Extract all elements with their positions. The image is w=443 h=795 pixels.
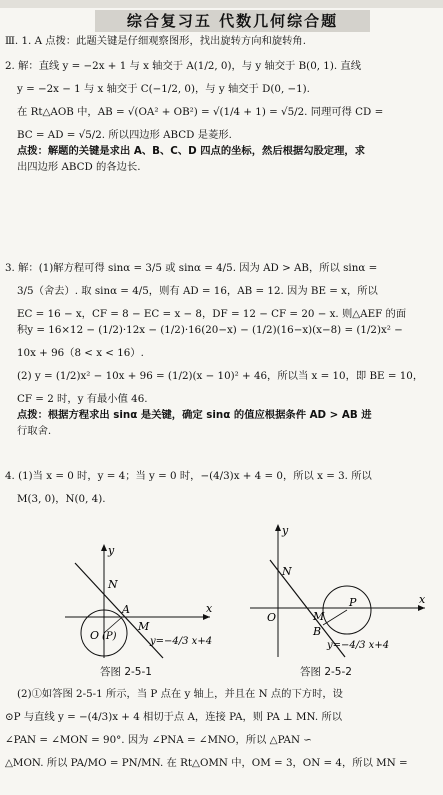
label-line: y=−4/3 x+4 [150,636,213,647]
p4-line3: (2)①如答图 2-5-1 所示，当 P 点在 y 轴上，并且在 N 点的下方时，设 [17,688,343,700]
p3-line1: 3. 解：(1)解方程可得 sinα = 3/5 或 sinα = 4/5. 因为 AD > AB，所以 sinα = [5,262,378,274]
p2-hint2: 出四边形 ABCD 的各边长. [17,161,141,173]
p4-line1: 4. (1)当 x = 0 时，y = 4；当 y = 0 时，−(4/3)x + 4 = 0，所以 x = 3. 所以 [5,470,372,482]
p2-line1: 2. 解：直线 y = −2x + 1 与 x 轴交于 A(1/2, 0)，与 y 轴交于 B(0, 1). 直线 [5,60,361,72]
label-a: A [122,603,130,616]
p4-line4: ⊙P 与直线 y = −(4/3)x + 4 相切于点 A，连接 PA，则 PA ⊥ MN. 所以 [5,711,343,723]
p2-line2: y = −2x − 1 与 x 轴交于 C(−1/2, 0)，与 y 轴交于 D(0, −1). [17,83,310,95]
p4-line5: ∠PAN = ∠MON = 90°. 因为 ∠PNA = ∠MNO，所以 △PAN ∽ [5,734,312,746]
label-n: N [282,565,292,578]
p3-line6: (2) y = (1/2)x² − 10x + 96 = (1/2)(x − 10)² + 46，所以当 x = 10，即 BE = 10， [17,370,424,382]
figure-2-5-2 [245,520,430,660]
p4-line2: M(3, 0)，N(0, 4). [17,493,106,505]
p3-line3: EC = 16 − x，CF = 8 − EC = x − 8，DF = 12 − CF = 20 − x. 则△AEF 的面 [17,308,407,320]
p3-hint1: 点拨：根据方程求出 sinα 是关键，确定 sinα 的值应根据条件 AD > AB 进 [17,409,372,421]
label-o: O [267,611,277,624]
y-arrow-icon [275,524,281,531]
problem-4 [5,470,438,516]
label-x: x [419,593,426,606]
p3-line5: 10x + 96（8 < x < 16）. [17,347,144,359]
label-m: M [313,610,325,623]
p2-line3: 在 Rt△AOB 中，AB = √(OA² + OB²) = √(1/4 + 1) = √5/2. 同理可得 CD = [17,106,384,118]
section-3-1 [5,35,438,58]
page-title: 综合复习五 代数几何综合题 [95,10,370,32]
label-n: N [108,578,118,591]
y-arrow-icon [101,544,107,551]
p3-line4: 积y = 16×12 − (1/2)·12x − (1/2)·16(20−x) − (1/2)(16−x)(x−8) = (1/2)x² − [17,324,403,336]
p2-hint1: 点拨：解题的关键是求出 A、B、C、D 四点的坐标，然后根据勾股定理，求 [17,145,365,157]
figure1-caption: 答图 2-5-1 [100,666,152,678]
label-line: y=−4/3 x+4 [327,640,390,651]
label-b: B [313,625,322,638]
label-x: x [206,602,213,615]
label-y: y [282,524,289,537]
figure-2-5-1 [60,540,220,660]
label-y: y [108,544,115,557]
p3-hint2: 行取舍. [17,425,52,437]
label-o: O [90,629,100,642]
figure2-caption: 答图 2-5-2 [300,666,352,678]
p3-line2: 3/5（舍去）. 取 sinα = 4/5，则有 AD = 16，AB = 12. 因为 BE = x，所以 [17,285,378,297]
problem-4-part2 [5,688,438,780]
p3-line7: CF = 2 时，y 有最小值 46. [17,393,148,405]
problem-2 [5,60,438,184]
p2-line4: BC = AD = √5/2. 所以四边形 ABCD 是菱形. [17,129,232,141]
p4-line6: △MON. 所以 PA/MO = PN/MN. 在 Rt△OMN 中，OM = 3，ON = 4，所以 MN = [5,757,408,769]
label-p: P [349,596,357,609]
label-p: (P) [102,631,117,642]
top-strip [0,0,443,8]
answer-line: Ⅲ. 1. A 点拨：此题关键是仔细观察图形，找出旋转方向和旋转角. [5,35,306,47]
label-m: M [138,620,150,633]
segment-pb [323,610,347,625]
problem-3 [5,262,438,448]
